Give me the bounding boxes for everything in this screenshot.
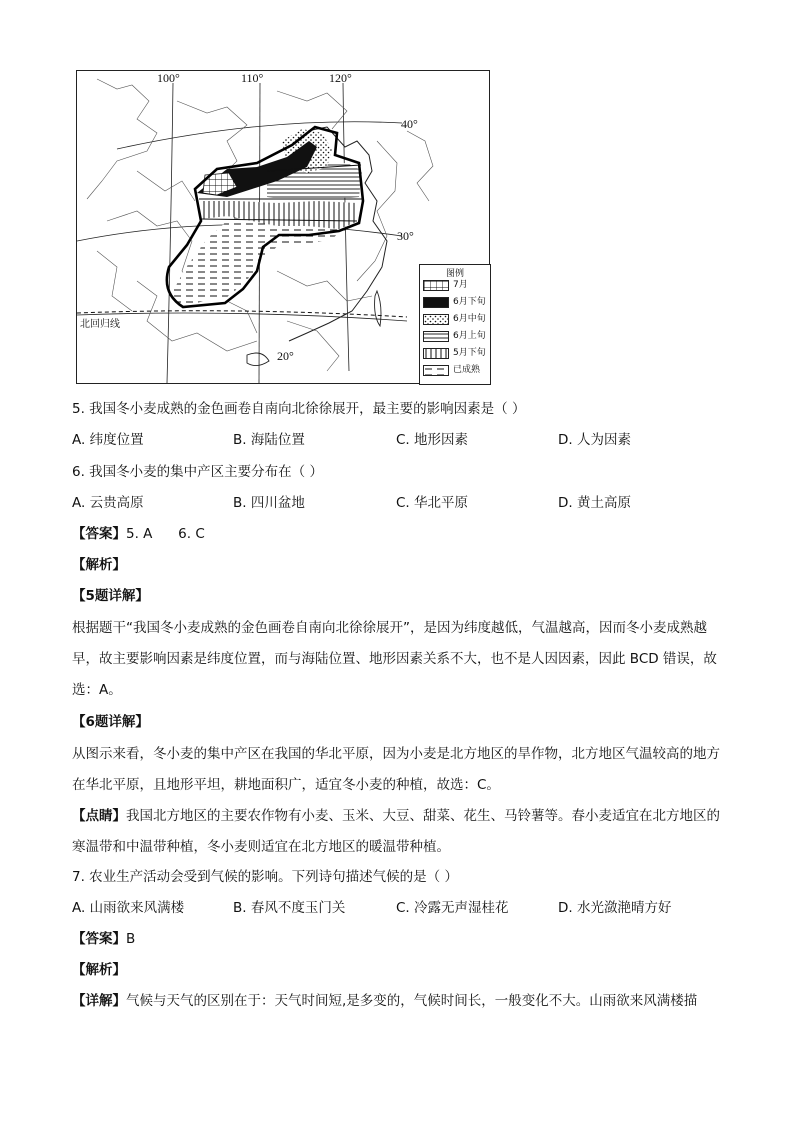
detail-5-title: 【5题详解】 (72, 588, 149, 604)
tropic-of-cancer-label: 北回归线 (80, 319, 120, 330)
taiwan-island (375, 291, 381, 326)
detail-5-text: 根据题干“我国冬小麦成熟的金色画卷自南向北徐徐展开”，是因为纬度越低，气温越高，因而冬小麦成熟越早，故主要影响因素是纬度位置，而与海陆位置、地形因素关系不大，也不是人因因素，因此 BCD 错误，故选：A。 (72, 620, 717, 698)
legend-swatch-dots (423, 314, 449, 325)
q5-option-d: D. 人为因素 (558, 432, 631, 448)
q7-option-c: C. 冷露无声湿桂花 (396, 900, 509, 916)
wheat-harvest-map (76, 70, 490, 384)
q5-option-a: A. 纬度位置 (72, 432, 144, 448)
tip-text: 我国北方地区的主要农作物有小麦、玉米、大豆、甜菜、花生、马铃薯等。春小麦适宜在北方地区的寒温带和中温带种植，冬小麦则适宜在北方地区的暖温带种植。 (72, 808, 720, 855)
question-6-stem: 6. 我国冬小麦的集中产区主要分布在（ ） (72, 464, 323, 480)
legend-label-early-june: 6月上旬 (453, 331, 486, 341)
legend-item-mature (423, 365, 489, 377)
longitude-label-120: 120° (329, 71, 352, 85)
detail-6-text: 从图示来看，冬小麦的集中产区在我国的华北平原，因为小麦是北方地区的旱作物，北方地区气温较高的地方在华北平原，且地形平坦，耕地面积广，适宜冬小麦的种植，故选：C。 (72, 746, 720, 793)
latitude-label-30: 30° (397, 229, 414, 243)
legend-item-early-june (423, 331, 489, 343)
legend-title: 图例 (445, 269, 464, 279)
q7-option-b: B. 春风不度玉门关 (233, 900, 346, 916)
legend-item-july (423, 280, 489, 292)
answer-label-2: 【答案】 (72, 931, 126, 947)
answer-text-2: B (126, 931, 136, 947)
latitude-label-40: 40° (401, 117, 418, 131)
answer-label: 【答案】 (72, 526, 126, 542)
q6-option-c: C. 华北平原 (396, 495, 469, 511)
q6-option-a: A. 云贵高原 (72, 495, 144, 511)
legend-label-mid-june: 6月中旬 (453, 314, 486, 324)
answer-text: 5. A 6. C (126, 526, 205, 542)
legend-item-late-june (423, 297, 489, 309)
map-legend (419, 264, 491, 385)
detail-6-title: 【6题详解】 (72, 714, 149, 730)
answer-block-1 (72, 524, 205, 544)
q6-option-d: D. 黄土高原 (558, 495, 631, 511)
detail-7-text: 气候与天气的区别在于：天气时间短,是多变的，气候时间长，一般变化不大。山雨欲来风满楼描 (126, 993, 698, 1009)
detail-7-block (72, 991, 697, 1011)
analysis-label-2: 【解析】 (72, 962, 126, 978)
tip-label: 【点睛】 (72, 808, 126, 824)
longitude-label-110: 110° (241, 71, 264, 85)
q5-option-c: C. 地形因素 (396, 432, 469, 448)
legend-item-late-may (423, 348, 489, 360)
longitude-label-100: 100° (157, 71, 180, 85)
legend-swatch-dashes (423, 365, 449, 376)
legend-swatch-hlines (423, 331, 449, 342)
q7-option-a: A. 山雨欲来风满楼 (72, 900, 185, 916)
legend-swatch-vlines (423, 348, 449, 359)
legend-item-mid-june (423, 314, 489, 326)
latitude-label-20: 20° (277, 349, 294, 363)
question-7-stem: 7. 农业生产活动会受到气候的影响。下列诗句描述气候的是（ ） (72, 869, 458, 885)
legend-label-july: 7月 (453, 280, 468, 290)
legend-label-late-may: 5月下旬 (453, 348, 486, 358)
q6-option-b: B. 四川盆地 (233, 495, 305, 511)
detail-7-label: 【详解】 (72, 993, 126, 1009)
legend-label-mature: 已成熟 (453, 365, 481, 375)
hainan-island (247, 353, 269, 366)
analysis-label-1: 【解析】 (72, 557, 126, 573)
legend-swatch-grid (423, 280, 449, 291)
question-5-stem: 5. 我国冬小麦成熟的金色画卷自南向北徐徐展开，最主要的影响因素是（ ） (72, 401, 526, 417)
legend-label-late-june: 6月下旬 (453, 297, 486, 307)
answer-block-2 (72, 929, 135, 949)
legend-swatch-solid (423, 297, 449, 308)
q7-option-d: D. 水光潋滟晴方好 (558, 900, 672, 916)
q5-option-b: B. 海陆位置 (233, 432, 305, 448)
tip-block (72, 801, 720, 863)
